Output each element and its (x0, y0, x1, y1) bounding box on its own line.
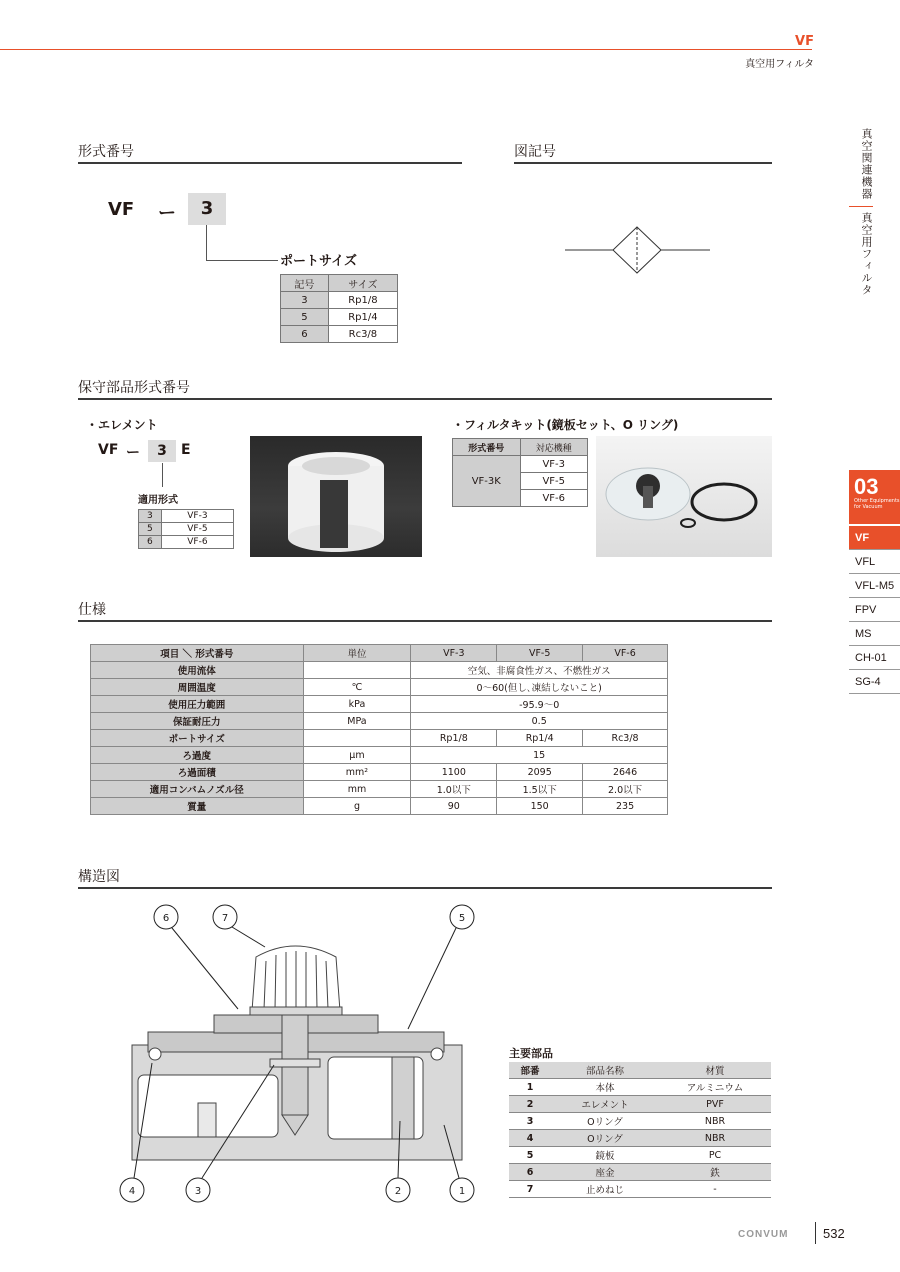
element-title: ・エレメント (86, 418, 158, 432)
spec-value: 1.0以下 (411, 781, 497, 798)
part-no: 2 (509, 1096, 551, 1113)
table-row (139, 536, 234, 549)
table-row (281, 292, 398, 309)
callout-5: 5 (458, 913, 466, 924)
spec-value: 0〜60(但し､凍結しないこと) (411, 679, 668, 696)
part-name: 止めねじ (551, 1181, 659, 1198)
model-leader-h (206, 260, 278, 261)
part-material: アルミニウム (659, 1079, 771, 1096)
table-row (281, 326, 398, 343)
side-nav-vfl[interactable]: VFL (849, 550, 900, 574)
spec-value: -95.9〜0 (411, 696, 668, 713)
part-name: Oリング (551, 1113, 659, 1130)
spec-unit: ℃ (303, 679, 411, 696)
callout-2: 2 (394, 1186, 402, 1197)
table-row (509, 1181, 771, 1198)
kit-model: VF-3 (520, 456, 588, 473)
element-photo (250, 436, 422, 557)
spec-value: Rc3/8 (583, 730, 668, 747)
side-nav-fpv[interactable]: FPV (849, 598, 900, 622)
parts-title: 主要部品 (509, 1047, 553, 1060)
table-row (509, 1079, 771, 1096)
kit-photo (596, 436, 772, 557)
kit-model: VF-6 (520, 490, 588, 507)
model-section-rule (78, 162, 462, 164)
header-rule (0, 49, 812, 50)
table-row (91, 696, 668, 713)
model-leader-v (206, 225, 207, 261)
model-section-title: 形式番号 (78, 144, 134, 160)
part-no: 4 (509, 1130, 551, 1147)
parts-header-no: 部番 (509, 1062, 551, 1079)
part-no: 1 (509, 1079, 551, 1096)
element-box: 3 (148, 440, 176, 462)
chapter-en-1: Other Equipments (854, 498, 900, 504)
spec-unit: mm² (303, 764, 411, 781)
kit-col-code: 形式番号 (453, 439, 521, 456)
port-size-label: ポートサイズ (280, 254, 357, 269)
part-name: 本体 (551, 1079, 659, 1096)
footer-divider (815, 1222, 816, 1244)
spec-item: ポートサイズ (91, 730, 304, 747)
spec-value: 1.5以下 (497, 781, 583, 798)
spec-unit: MPa (303, 713, 411, 730)
table-row (453, 456, 588, 473)
part-no: 7 (509, 1181, 551, 1198)
table-row (509, 1164, 771, 1181)
spec-value: 2095 (497, 764, 583, 781)
side-nav-vfl-m5[interactable]: VFL-M5 (849, 574, 900, 598)
model-prefix: VF (108, 199, 135, 220)
callout-7: 7 (221, 913, 229, 924)
part-name: 座金 (551, 1164, 659, 1181)
port-size: Rc3/8 (328, 326, 397, 343)
side-category-bottom: 真空用フィルタ (860, 212, 873, 296)
callout-3: 3 (194, 1186, 202, 1197)
parts-table (509, 1062, 771, 1198)
callout-4: 4 (128, 1186, 136, 1197)
port-code: 6 (281, 326, 329, 343)
footer-brand-logo: CONVUM (738, 1229, 789, 1240)
spec-unit: g (303, 798, 411, 815)
spec-header-vf6: VF-6 (583, 645, 668, 662)
filter-symbol (565, 225, 710, 275)
side-divider (849, 206, 873, 207)
port-size: Rp1/4 (328, 309, 397, 326)
element-dash: ー (126, 445, 140, 461)
spec-item: ろ過面積 (91, 764, 304, 781)
spec-value: 150 (497, 798, 583, 815)
symbol-section-title: 図記号 (514, 144, 556, 160)
spec-item: 使用流体 (91, 662, 304, 679)
kit-model: VF-5 (520, 473, 588, 490)
spec-header-vf5: VF-5 (497, 645, 583, 662)
table-row (91, 713, 668, 730)
part-no: 3 (509, 1113, 551, 1130)
side-nav-ch-01[interactable]: CH-01 (849, 646, 900, 670)
spec-header-item: 項目 ＼ 形式番号 (91, 645, 304, 662)
part-material: NBR (659, 1113, 771, 1130)
table-row (91, 798, 668, 815)
part-material: PVF (659, 1096, 771, 1113)
callout-1: 1 (458, 1186, 466, 1197)
spec-unit (303, 730, 411, 747)
structure-section-title: 構造図 (78, 869, 120, 885)
kit-image (596, 436, 772, 557)
part-name: エレメント (551, 1096, 659, 1113)
table-row (91, 764, 668, 781)
element-model: VF-3 (161, 510, 233, 523)
table-row (91, 747, 668, 764)
port-code: 5 (281, 309, 329, 326)
parts-header-name: 部品名称 (551, 1062, 659, 1079)
element-ring-image (250, 436, 422, 557)
spec-value: Rp1/4 (497, 730, 583, 747)
table-row (139, 510, 234, 523)
spec-item: 適用コンバムノズル径 (91, 781, 304, 798)
part-no: 5 (509, 1147, 551, 1164)
element-table (138, 509, 234, 549)
spec-value: Rp1/8 (411, 730, 497, 747)
symbol-section-rule (514, 162, 772, 164)
spec-unit: mm (303, 781, 411, 798)
spec-section-title: 仕様 (78, 602, 106, 618)
spec-unit: μm (303, 747, 411, 764)
parts-header-material: 材質 (659, 1062, 771, 1079)
spec-value: 空気、非腐食性ガス、不燃性ガス (411, 662, 668, 679)
port-col-code: 記号 (281, 275, 329, 292)
element-model: VF-5 (161, 523, 233, 536)
side-category-top: 真空関連機器 (860, 128, 873, 200)
structure-section-rule (78, 887, 772, 889)
table-row (509, 1113, 771, 1130)
model-port-box: 3 (188, 193, 226, 225)
table-row (91, 679, 668, 696)
port-code: 3 (281, 292, 329, 309)
structure-diagram (110, 895, 490, 1215)
spec-value: 235 (583, 798, 668, 815)
port-col-size: サイズ (328, 275, 397, 292)
spec-item: 周囲温度 (91, 679, 304, 696)
side-nav (849, 526, 900, 694)
element-code: 6 (139, 536, 162, 549)
spec-table (90, 644, 668, 815)
spec-section-rule (78, 620, 772, 622)
part-no: 6 (509, 1164, 551, 1181)
kit-col-model: 対応機種 (520, 439, 588, 456)
table-row (509, 1130, 771, 1147)
spec-item: 使用圧力範囲 (91, 696, 304, 713)
part-material: - (659, 1181, 771, 1198)
spec-value: 0.5 (411, 713, 668, 730)
part-material: 鉄 (659, 1164, 771, 1181)
table-row (509, 1096, 771, 1113)
spec-value: 1100 (411, 764, 497, 781)
element-leader (162, 463, 163, 487)
side-nav-ms[interactable]: MS (849, 622, 900, 646)
applicable-label: 適用形式 (138, 495, 178, 506)
spec-value: 15 (411, 747, 668, 764)
spec-header-vf3: VF-3 (411, 645, 497, 662)
chapter-en-2: for Vacuum (854, 504, 883, 510)
spec-value: 90 (411, 798, 497, 815)
port-size: Rp1/8 (328, 292, 397, 309)
kit-code: VF-3K (453, 456, 521, 507)
maint-section-rule (78, 398, 772, 400)
maint-section-title: 保守部品形式番号 (78, 380, 190, 396)
spec-item: 保証耐圧力 (91, 713, 304, 730)
port-size-table (280, 274, 398, 343)
part-name: 鏡板 (551, 1147, 659, 1164)
element-prefix: VF (98, 442, 119, 458)
part-material: PC (659, 1147, 771, 1164)
side-nav-vf[interactable]: VF (849, 526, 900, 550)
spec-item: 質量 (91, 798, 304, 815)
page-number: 532 (823, 1226, 845, 1241)
spec-value: 2.0以下 (583, 781, 668, 798)
part-name: Oリング (551, 1130, 659, 1147)
spec-unit: kPa (303, 696, 411, 713)
table-row (139, 523, 234, 536)
kit-title: ・フィルタキット(鏡板セット、O リング) (452, 418, 679, 432)
element-code: 5 (139, 523, 162, 536)
chapter-number: 03 (854, 474, 879, 499)
element-suffix: E (181, 442, 191, 458)
table-row (91, 781, 668, 798)
header-subtitle: 真空用フィルタ (745, 59, 814, 70)
element-model: VF-6 (161, 536, 233, 549)
side-nav-sg-4[interactable]: SG-4 (849, 670, 900, 694)
spec-header-unit: 単位 (303, 645, 411, 662)
spec-unit (303, 662, 411, 679)
kit-table (452, 438, 588, 507)
header-product-code: VF (795, 34, 814, 49)
chapter-tab[interactable] (849, 470, 900, 524)
spec-value: 2646 (583, 764, 668, 781)
table-row (91, 730, 668, 747)
callout-6: 6 (162, 913, 170, 924)
model-dash: ー (158, 203, 176, 224)
spec-item: ろ過度 (91, 747, 304, 764)
table-row (281, 309, 398, 326)
part-material: NBR (659, 1130, 771, 1147)
table-row (91, 662, 668, 679)
table-row (509, 1147, 771, 1164)
element-code: 3 (139, 510, 162, 523)
